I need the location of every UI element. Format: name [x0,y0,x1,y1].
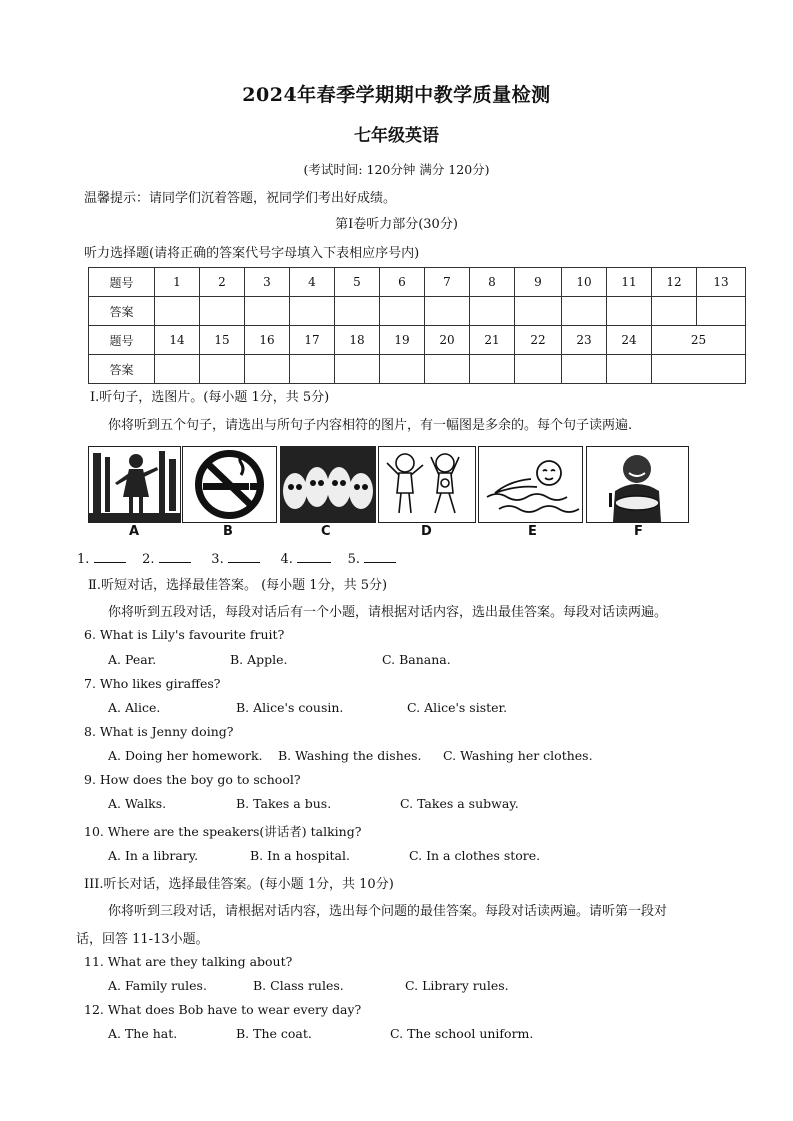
question-number: 16 [245,326,290,355]
option-12b[interactable]: B. The coat. [236,1026,312,1041]
answer-cell[interactable] [607,355,652,384]
question-7: 7. Who likes giraffes? [84,676,221,691]
option-12c[interactable]: C. The school uniform. [390,1026,534,1041]
answer-cell[interactable] [697,297,746,326]
answer-cell[interactable] [380,355,425,384]
answer-cell[interactable] [290,355,335,384]
answer-cell[interactable] [425,297,470,326]
question-number: 23 [562,326,607,355]
option-12a[interactable]: A. The hat. [108,1026,178,1041]
answer-cell[interactable] [515,297,562,326]
option-10c[interactable]: C. In a clothes store. [409,848,541,863]
question-number: 10 [562,268,607,297]
no-smoking-icon [183,447,276,522]
answer-cell[interactable] [607,297,652,326]
blank-label: 5. [347,552,360,567]
option-9b[interactable]: B. Takes a bus. [236,796,332,811]
option-11c[interactable]: C. Library rules. [405,978,509,993]
picture-b-no-smoking [182,446,277,523]
row-label: 答案 [89,297,155,326]
page-subtitle: 七年级英语 [354,126,439,146]
question-8: 8. What is Jenny doing? [84,724,234,739]
row-label: 题号 [89,268,155,297]
question-10: 10. Where are the speakers(讲话者) talking? [84,824,362,839]
answer-blank[interactable] [364,550,396,563]
table-row-answers-1 [89,297,746,326]
answer-cell[interactable] [155,297,200,326]
answer-cell[interactable] [380,297,425,326]
picture-d-kids-exercising [378,446,476,523]
answer-cell[interactable] [652,297,697,326]
question-number: 4 [290,268,335,297]
question-number: 20 [425,326,470,355]
part1-description: 你将听到五个句子，请选出与所句子内容相符的图片，有一幅图是多余的。每个句子读两遍. [108,418,633,433]
answer-cell[interactable] [425,355,470,384]
option-6c[interactable]: C. Banana. [382,652,451,667]
part3-description-line2: 话，回答 11-13小题。 [76,932,209,947]
option-11a[interactable]: A. Family rules. [108,978,207,993]
table-instruction: 听力选择题(请将正确的答案代号字母填入下表相应序号内) [84,246,420,261]
question-number: 12 [652,268,697,297]
question-number: 9 [515,268,562,297]
answer-cell[interactable] [200,355,245,384]
question-number: 19 [380,326,425,355]
question-number: 15 [200,326,245,355]
part3-description-line1: 你将听到三段对话，请根据对话内容，选出每个问题的最佳答案。每段对话读两遍。请听第一段对 [108,904,668,919]
question-number: 6 [380,268,425,297]
picture-label-e: E [528,524,537,539]
picture-e-swimming [478,446,583,523]
question-number: 22 [515,326,562,355]
question-number: 3 [245,268,290,297]
picture-f-boy-eating [586,446,689,523]
question-number: 1 [155,268,200,297]
option-8b[interactable]: B. Washing the dishes. [278,748,422,763]
question-number: 2 [200,268,245,297]
question-6: 6. What is Lily's favourite fruit? [84,627,285,642]
option-6b[interactable]: B. Apple. [230,652,288,667]
part3-heading: III.听长对话，选择最佳答案。(每小题 1分，共 10分) [84,877,394,892]
kids-exercising-icon [379,447,475,522]
answer-table [88,267,746,384]
answer-cell[interactable] [562,297,607,326]
tip-text: 温馨提示：请同学们沉着答题，祝同学们考出好成绩。 [84,191,397,206]
answer-cell[interactable] [245,355,290,384]
answer-blank[interactable] [159,550,191,563]
question-number: 24 [607,326,652,355]
option-10b[interactable]: B. In a hospital. [250,848,350,863]
blank-label: 4. [280,552,293,567]
row-label: 答案 [89,355,155,384]
answer-cell[interactable] [245,297,290,326]
picture-label-d: D [421,524,432,539]
answer-cell[interactable] [200,297,245,326]
question-12: 12. What does Bob have to wear every day? [84,1002,362,1017]
answer-cell[interactable] [290,297,335,326]
exam-info: (考试时间: 120分钟 满分 120分) [303,162,490,177]
question-9: 9. How does the boy go to school? [84,772,301,787]
option-8a[interactable]: A. Doing her homework. [108,748,263,763]
blank-label: 1. [77,552,90,567]
row-label: 题号 [89,326,155,355]
option-7b[interactable]: B. Alice's cousin. [236,700,344,715]
table-row-numbers-1 [89,268,746,297]
option-9c[interactable]: C. Takes a subway. [400,796,519,811]
answer-cell[interactable] [470,297,515,326]
option-6a[interactable]: A. Pear. [108,652,157,667]
part2-heading: Ⅱ.听短对话，选择最佳答案。 (每小题 1分，共 5分) [88,578,388,593]
answer-cell[interactable] [652,355,746,384]
question-number: 18 [335,326,380,355]
question-11: 11. What are they talking about? [84,954,293,969]
question-number: 25 [652,326,746,355]
picture-label-f: F [634,524,643,539]
page-title: 2024年春季学期期中教学质量检测 [242,84,551,106]
option-7c[interactable]: C. Alice's sister. [407,700,508,715]
question-number: 8 [470,268,515,297]
question-number: 5 [335,268,380,297]
blank-label: 2. [142,552,155,567]
question-number: 11 [607,268,652,297]
table-row-numbers-2 [89,326,746,355]
picture-label-c: C [321,524,331,539]
table-row-answers-2 [89,355,746,384]
pandas-icon [281,447,375,522]
option-11b[interactable]: B. Class rules. [253,978,344,993]
answer-cell[interactable] [335,297,380,326]
part1-heading: Ⅰ.听句子，选图片。(每小题 1分，共 5分) [90,390,330,405]
option-10a[interactable]: A. In a library. [108,848,199,863]
question-number: 14 [155,326,200,355]
answer-blank[interactable] [228,550,260,563]
section-title: 第Ⅰ卷听力部分(30分) [335,217,458,232]
answer-cell[interactable] [470,355,515,384]
question-number: 21 [470,326,515,355]
option-8c[interactable]: C. Washing her clothes. [443,748,593,763]
dancing-girl-icon [89,447,180,522]
question-number: 17 [290,326,335,355]
answer-blank[interactable] [94,550,126,563]
answer-cell[interactable] [155,355,200,384]
part2-description: 你将听到五段对话，每段对话后有一个小题，请根据对话内容，选出最佳答案。每段对话读两遍。 [108,605,668,620]
question-number: 13 [697,268,746,297]
option-7a[interactable]: A. Alice. [108,700,161,715]
answer-blank[interactable] [297,550,331,563]
boy-eating-icon [587,447,688,522]
answer-blanks-row [77,550,396,567]
answer-cell[interactable] [562,355,607,384]
answer-cell[interactable] [335,355,380,384]
picture-a-dancing-girl [88,446,181,523]
picture-label-b: B [223,524,233,539]
question-number: 7 [425,268,470,297]
option-9a[interactable]: A. Walks. [108,796,167,811]
picture-c-pandas [280,446,376,523]
swimming-icon [479,447,582,522]
blank-label: 3. [211,552,224,567]
picture-label-a: A [129,524,140,539]
answer-cell[interactable] [515,355,562,384]
